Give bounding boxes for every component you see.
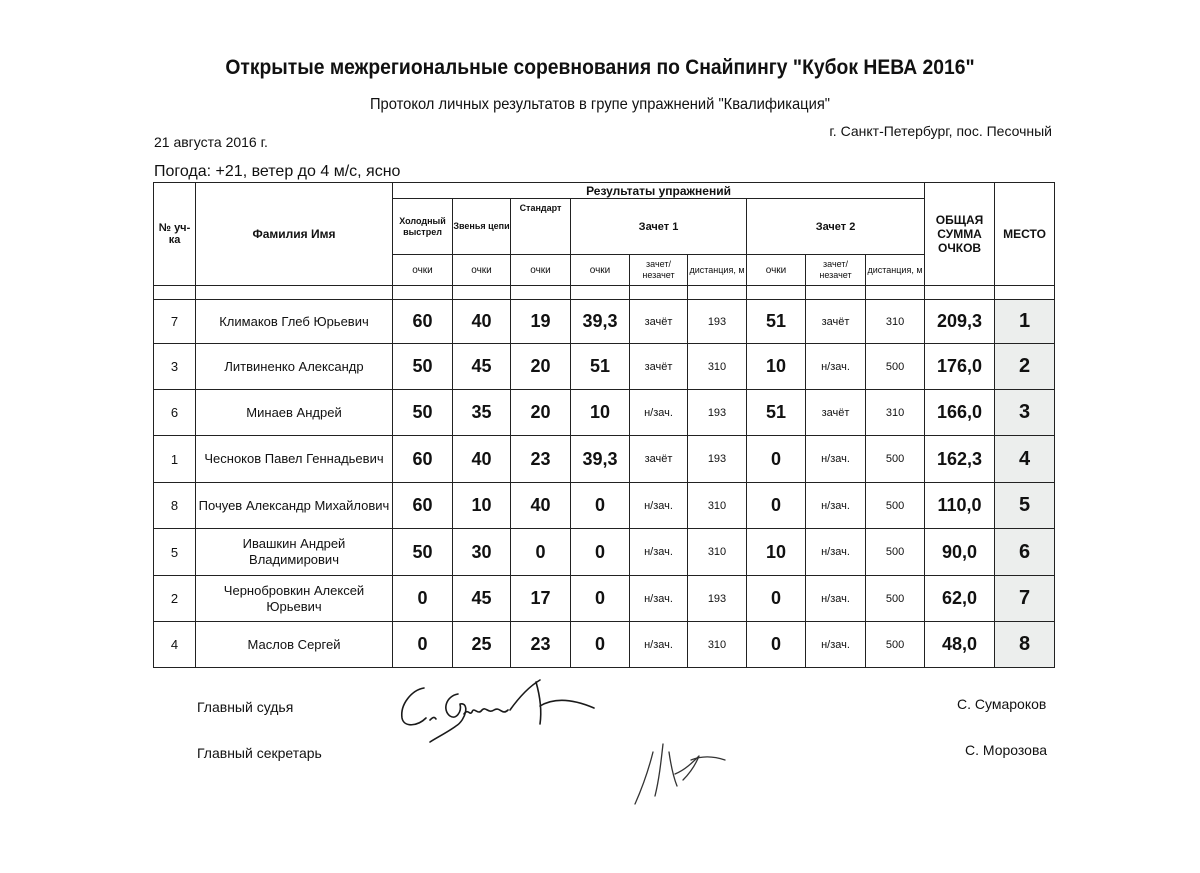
chain-points: 45 xyxy=(453,576,511,622)
z1-points: 10 xyxy=(571,390,630,436)
z1-distance: 193 xyxy=(688,436,747,483)
row-name: Чесноков Павел Геннадьевич xyxy=(196,436,393,483)
header-z1: Зачет 1 xyxy=(571,199,747,255)
document-subtitle: Протокол личных результатов в групе упражнений "Квалификация" xyxy=(369,96,831,113)
sub-points: очки xyxy=(453,255,511,286)
row-num: 8 xyxy=(154,483,196,529)
header-name: Фамилия Имя xyxy=(196,183,393,286)
judge-name: С. Сумароков xyxy=(957,696,1047,712)
z2-points: 10 xyxy=(747,344,806,390)
header-place: МЕСТО xyxy=(995,183,1055,286)
total-points: 176,0 xyxy=(925,344,995,390)
weather-info: Погода: +21, ветер до 4 м/с, ясно xyxy=(154,163,401,180)
cold-shot-points: 0 xyxy=(393,576,453,622)
total-points: 62,0 xyxy=(925,576,995,622)
header-chain: Звенья цепи xyxy=(453,199,511,255)
total-points: 48,0 xyxy=(925,622,995,668)
sub-points: очки xyxy=(511,255,571,286)
z2-pass: н/зач. xyxy=(806,529,866,576)
judge-label: Главный судья xyxy=(197,699,294,715)
z1-points: 39,3 xyxy=(571,436,630,483)
row-num: 6 xyxy=(154,390,196,436)
sub-pass: зачет/ незачет xyxy=(806,255,866,286)
row-name: Минаев Андрей xyxy=(196,390,393,436)
place: 4 xyxy=(995,436,1055,483)
z2-distance: 310 xyxy=(866,390,925,436)
header-results: Результаты упражнений xyxy=(393,183,925,199)
total-points: 110,0 xyxy=(925,483,995,529)
standard-points: 40 xyxy=(511,483,571,529)
place: 8 xyxy=(995,622,1055,668)
z1-points: 51 xyxy=(571,344,630,390)
total-points: 166,0 xyxy=(925,390,995,436)
header-total: ОБЩАЯ СУММА ОЧКОВ xyxy=(925,183,995,286)
z2-pass: н/зач. xyxy=(806,436,866,483)
sub-pass: зачет/ незачет xyxy=(630,255,688,286)
z1-pass: зачёт xyxy=(630,436,688,483)
cold-shot-points: 0 xyxy=(393,622,453,668)
place: 2 xyxy=(995,344,1055,390)
z1-points: 0 xyxy=(571,483,630,529)
document-place: г. Санкт-Петербург, пос. Песочный xyxy=(829,123,1052,139)
place: 5 xyxy=(995,483,1055,529)
z2-points: 0 xyxy=(747,483,806,529)
total-points: 209,3 xyxy=(925,300,995,344)
standard-points: 0 xyxy=(511,529,571,576)
chain-points: 40 xyxy=(453,436,511,483)
cold-shot-points: 60 xyxy=(393,436,453,483)
z2-points: 0 xyxy=(747,436,806,483)
chain-points: 40 xyxy=(453,300,511,344)
row-name: Почуев Александр Михайлович xyxy=(196,483,393,529)
chain-points: 35 xyxy=(453,390,511,436)
header-standard: Стандарт xyxy=(511,199,571,255)
row-num: 3 xyxy=(154,344,196,390)
z2-distance: 500 xyxy=(866,483,925,529)
z1-points: 0 xyxy=(571,576,630,622)
z2-distance: 500 xyxy=(866,622,925,668)
standard-points: 23 xyxy=(511,436,571,483)
z1-pass: н/зач. xyxy=(630,576,688,622)
z2-pass: н/зач. xyxy=(806,483,866,529)
standard-points: 19 xyxy=(511,300,571,344)
sub-points: очки xyxy=(393,255,453,286)
table-row xyxy=(154,576,1055,622)
sub-dist: дистанция, м xyxy=(866,255,925,286)
judge-signature xyxy=(390,666,605,756)
place: 6 xyxy=(995,529,1055,576)
table-row xyxy=(154,344,1055,390)
z1-pass: зачёт xyxy=(630,300,688,344)
document-date: 21 августа 2016 г. xyxy=(154,134,268,150)
table-row xyxy=(154,436,1055,483)
cold-shot-points: 60 xyxy=(393,483,453,529)
table-row xyxy=(154,390,1055,436)
chain-points: 25 xyxy=(453,622,511,668)
header-z2: Зачет 2 xyxy=(747,199,925,255)
z2-distance: 500 xyxy=(866,576,925,622)
secretary-signature xyxy=(625,730,730,815)
row-num: 1 xyxy=(154,436,196,483)
row-num: 5 xyxy=(154,529,196,576)
z1-pass: н/зач. xyxy=(630,622,688,668)
z2-pass: зачёт xyxy=(806,300,866,344)
z1-pass: н/зач. xyxy=(630,390,688,436)
z2-distance: 500 xyxy=(866,436,925,483)
z2-points: 10 xyxy=(747,529,806,576)
chain-points: 45 xyxy=(453,344,511,390)
table-row xyxy=(154,483,1055,529)
table-row xyxy=(154,300,1055,344)
total-points: 90,0 xyxy=(925,529,995,576)
place: 1 xyxy=(995,300,1055,344)
z1-points: 0 xyxy=(571,622,630,668)
row-name: Маслов Сергей xyxy=(196,622,393,668)
document-title: Открытые межрегиональные соревнования по Снайпингу "Кубок НЕВА 2016" xyxy=(225,56,975,79)
z2-points: 0 xyxy=(747,576,806,622)
chain-points: 30 xyxy=(453,529,511,576)
z2-pass: н/зач. xyxy=(806,622,866,668)
place: 7 xyxy=(995,576,1055,622)
standard-points: 17 xyxy=(511,576,571,622)
standard-points: 20 xyxy=(511,390,571,436)
z1-points: 39,3 xyxy=(571,300,630,344)
z1-distance: 310 xyxy=(688,483,747,529)
z2-points: 51 xyxy=(747,300,806,344)
sub-points: очки xyxy=(571,255,630,286)
z1-distance: 193 xyxy=(688,300,747,344)
row-name: Климаков Глеб Юрьевич xyxy=(196,300,393,344)
header-num: № уч-ка xyxy=(154,183,196,286)
z1-points: 0 xyxy=(571,529,630,576)
z1-distance: 310 xyxy=(688,344,747,390)
z2-pass: н/зач. xyxy=(806,576,866,622)
row-num: 4 xyxy=(154,622,196,668)
z2-distance: 500 xyxy=(866,344,925,390)
header-cold: Холодный выстрел xyxy=(393,199,453,255)
z1-distance: 310 xyxy=(688,529,747,576)
sub-dist: дистанция, м xyxy=(688,255,747,286)
place: 3 xyxy=(995,390,1055,436)
chain-points: 10 xyxy=(453,483,511,529)
row-num: 2 xyxy=(154,576,196,622)
row-name: Ивашкин Андрей Владимирович xyxy=(196,529,393,576)
standard-points: 23 xyxy=(511,622,571,668)
z1-distance: 193 xyxy=(688,390,747,436)
cold-shot-points: 60 xyxy=(393,300,453,344)
z1-pass: зачёт xyxy=(630,344,688,390)
table-row xyxy=(154,622,1055,668)
z2-pass: н/зач. xyxy=(806,344,866,390)
sub-points: очки xyxy=(747,255,806,286)
z1-pass: н/зач. xyxy=(630,529,688,576)
z1-distance: 310 xyxy=(688,622,747,668)
cold-shot-points: 50 xyxy=(393,529,453,576)
z2-distance: 500 xyxy=(866,529,925,576)
standard-points: 20 xyxy=(511,344,571,390)
cold-shot-points: 50 xyxy=(393,390,453,436)
z1-pass: н/зач. xyxy=(630,483,688,529)
secretary-label: Главный секретарь xyxy=(197,745,322,761)
z2-points: 0 xyxy=(747,622,806,668)
z2-pass: зачёт xyxy=(806,390,866,436)
z1-distance: 193 xyxy=(688,576,747,622)
z2-points: 51 xyxy=(747,390,806,436)
total-points: 162,3 xyxy=(925,436,995,483)
secretary-name: С. Морозова xyxy=(965,742,1048,758)
row-name: Литвиненко Александр xyxy=(196,344,393,390)
cold-shot-points: 50 xyxy=(393,344,453,390)
results-table xyxy=(153,182,1055,668)
row-num: 7 xyxy=(154,300,196,344)
row-name: Чернобровкин Алексей Юрьевич xyxy=(196,576,393,622)
z2-distance: 310 xyxy=(866,300,925,344)
table-row xyxy=(154,529,1055,576)
